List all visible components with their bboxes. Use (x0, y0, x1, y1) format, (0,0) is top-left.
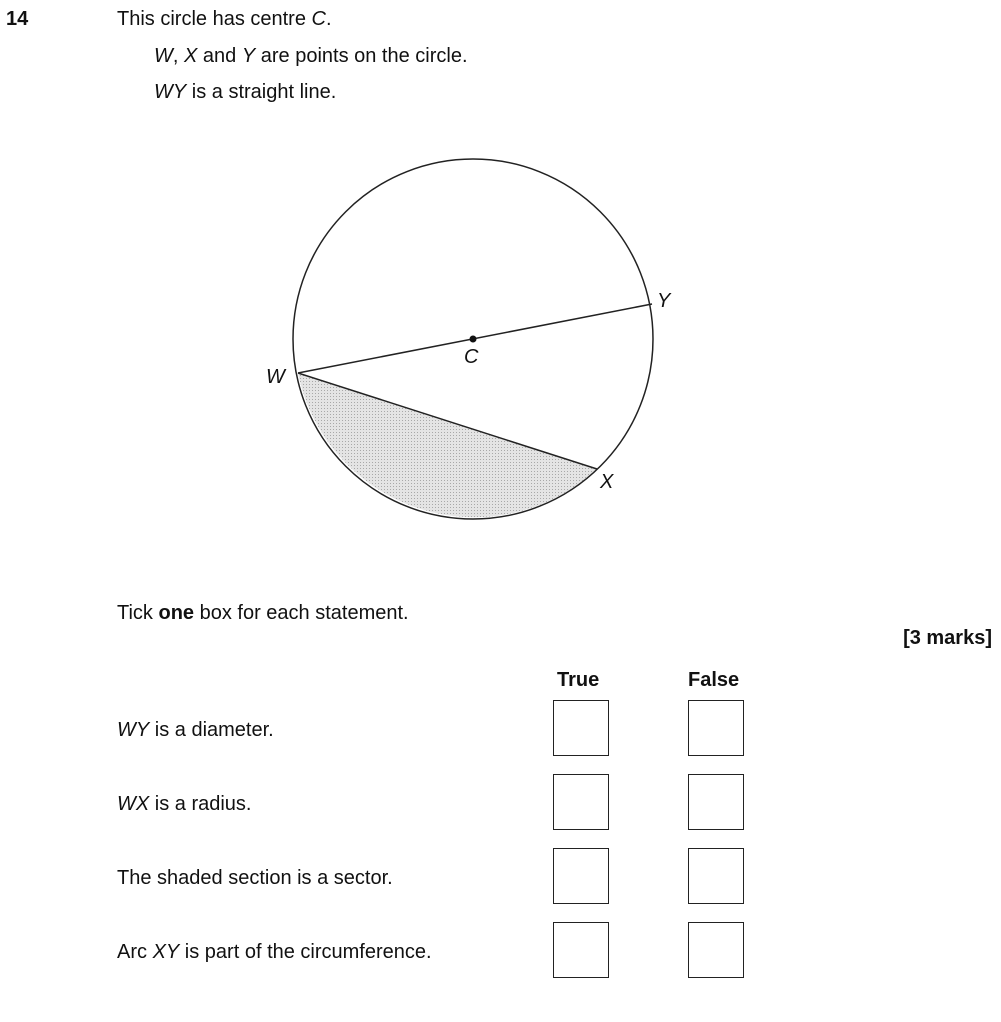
statement-2: WX is a radius. (117, 793, 252, 815)
statement-1: WY is a diameter. (117, 719, 274, 741)
statement-3-true-checkbox[interactable] (553, 848, 609, 904)
label-w: W (266, 366, 285, 388)
question-points: W, X and Y are points on the circle. (154, 45, 468, 67)
question-intro: This circle has centre C. (117, 8, 332, 30)
statement-3-false-checkbox[interactable] (688, 848, 744, 904)
statement-4-true-checkbox[interactable] (553, 922, 609, 978)
question-line: WY is a straight line. (154, 81, 337, 103)
statement-4-false-checkbox[interactable] (688, 922, 744, 978)
statement-2-false-checkbox[interactable] (688, 774, 744, 830)
question-number: 14 (6, 8, 29, 30)
label-x: X (600, 471, 614, 493)
shaded-segment (298, 373, 597, 517)
statement-1-true-checkbox[interactable] (553, 700, 609, 756)
column-header-true: True (557, 669, 600, 691)
centre-point (470, 336, 477, 343)
marks-label: [3 marks] (903, 627, 992, 649)
statement-4: Arc XY is part of the circumference. (117, 941, 432, 963)
statement-3: The shaded section is a sector. (117, 867, 393, 889)
statement-1-false-checkbox[interactable] (688, 700, 744, 756)
label-y: Y (657, 290, 671, 312)
label-c: C (464, 346, 479, 368)
column-header-false: False (688, 669, 740, 691)
statement-2-true-checkbox[interactable] (553, 774, 609, 830)
instructions: Tick one box for each statement. (117, 602, 409, 624)
